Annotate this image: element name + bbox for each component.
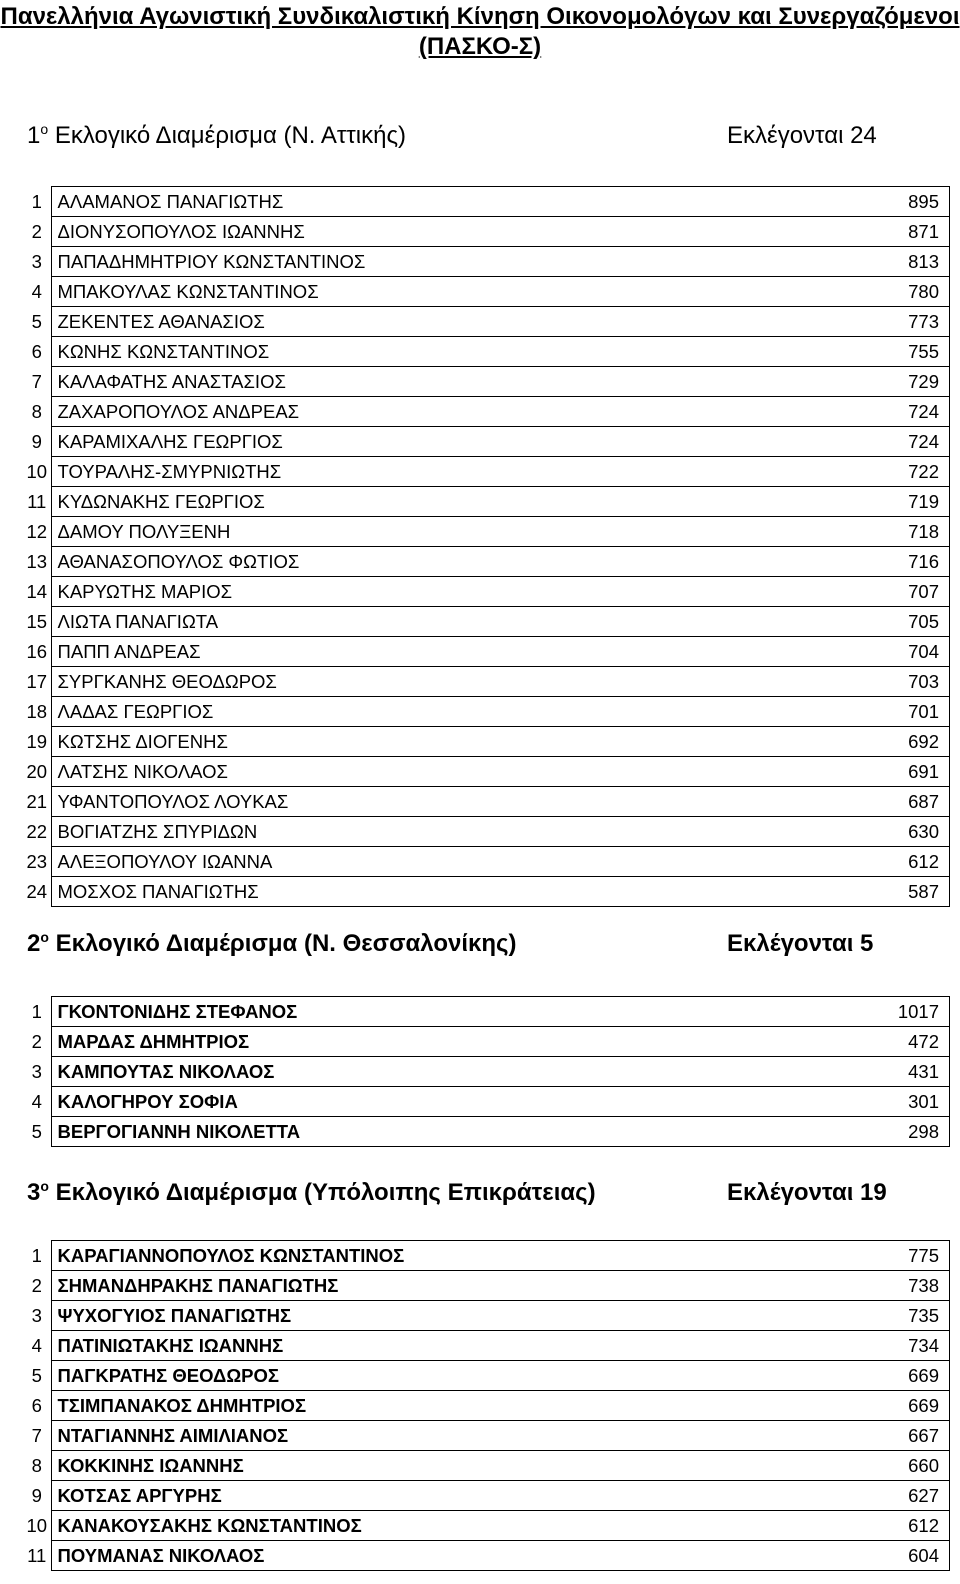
candidate-votes: 735 — [830, 1301, 950, 1331]
candidate-row — [23, 187, 950, 217]
candidate-votes: 755 — [830, 337, 950, 367]
section-elected: Εκλέγονται 24 — [727, 122, 877, 149]
candidate-votes: 604 — [830, 1541, 950, 1571]
candidate-name: ΚΑΡΑΜΙΧΑΛΗΣ ΓΕΩΡΓΙΟΣ — [51, 427, 830, 457]
candidate-votes: 734 — [830, 1331, 950, 1361]
candidate-rank: 1 — [31, 191, 42, 212]
candidate-row — [23, 1271, 950, 1301]
candidate-name: ΔΑΜΟΥ ΠΟΛΥΞΕΝΗ — [51, 517, 830, 547]
candidate-row — [23, 1481, 950, 1511]
candidate-row — [23, 1421, 950, 1451]
candidate-name: ΣΥΡΓΚΑΝΗΣ ΘΕΟΔΩΡΟΣ — [51, 667, 830, 697]
candidate-votes: 704 — [830, 637, 950, 667]
candidate-votes: 627 — [830, 1481, 950, 1511]
candidate-name: ΑΛΕΞΟΠΟΥΛΟΥ ΙΩΑΝΝΑ — [51, 847, 830, 877]
candidates-table-attica — [23, 186, 950, 907]
candidate-row — [23, 727, 950, 757]
candidate-name: ΑΘΑΝΑΣΟΠΟΥΛΟΣ ΦΩΤΙΟΣ — [51, 547, 830, 577]
candidate-votes: 705 — [830, 607, 950, 637]
candidates-table-thessaloniki — [23, 996, 950, 1147]
candidate-row — [23, 1541, 950, 1571]
candidate-rank: 14 — [26, 581, 48, 602]
candidate-rank: 2 — [31, 1031, 42, 1052]
candidate-name: ΚΑΡΥΩΤΗΣ ΜΑΡΙΟΣ — [51, 577, 830, 607]
candidate-rank: 17 — [26, 671, 48, 692]
candidate-rank: 4 — [31, 1335, 42, 1356]
candidate-row — [23, 1241, 950, 1271]
candidate-votes: 612 — [830, 847, 950, 877]
candidate-rank: 6 — [31, 1395, 42, 1416]
candidate-rank: 2 — [31, 221, 42, 242]
candidate-name: ΖΑΧΑΡΟΠΟΥΛΟΣ ΑΝΔΡΕΑΣ — [51, 397, 830, 427]
candidate-votes: 630 — [830, 817, 950, 847]
candidate-votes: 687 — [830, 787, 950, 817]
candidate-rank: 5 — [31, 1365, 42, 1386]
candidate-votes: 472 — [830, 1027, 950, 1057]
candidate-rank: 5 — [31, 1121, 42, 1142]
candidate-row — [23, 1087, 950, 1117]
candidate-rank: 9 — [31, 431, 42, 452]
candidate-rank: 8 — [31, 401, 42, 422]
candidate-name: ΣΗΜΑΝΔΗΡΑΚΗΣ ΠΑΝΑΓΙΩΤΗΣ — [51, 1271, 830, 1301]
candidate-votes: 701 — [830, 697, 950, 727]
candidate-row — [23, 637, 950, 667]
candidate-row — [23, 1361, 950, 1391]
candidate-name: ΚΟΤΣΑΣ ΑΡΓΥΡΗΣ — [51, 1481, 830, 1511]
candidate-votes: 298 — [830, 1117, 950, 1147]
candidate-name: ΜΑΡΔΑΣ ΔΗΜΗΤΡΙΟΣ — [51, 1027, 830, 1057]
candidate-votes: 813 — [830, 247, 950, 277]
candidate-votes: 724 — [830, 427, 950, 457]
candidate-row — [23, 547, 950, 577]
candidate-name: ΒΟΓΙΑΤΖΗΣ ΣΠΥΡΙΔΩΝ — [51, 817, 830, 847]
candidate-rank: 12 — [26, 521, 48, 542]
candidate-name: ΥΦΑΝΤΟΠΟΥΛΟΣ ΛΟΥΚΑΣ — [51, 787, 830, 817]
candidate-rank: 4 — [31, 281, 42, 302]
candidate-name: ΒΕΡΓΟΓΙΑΝΝΗ ΝΙΚΟΛΕΤΤΑ — [51, 1117, 830, 1147]
candidate-votes: 660 — [830, 1451, 950, 1481]
candidate-name: ΠΑΓΚΡΑΤΗΣ ΘΕΟΔΩΡΟΣ — [51, 1361, 830, 1391]
candidate-votes: 871 — [830, 217, 950, 247]
candidate-row — [23, 697, 950, 727]
candidate-rank: 4 — [31, 1091, 42, 1112]
ordinal-suffix: ο — [40, 121, 49, 137]
candidate-row — [23, 667, 950, 697]
candidate-name: ΚΑΝΑΚΟΥΣΑΚΗΣ ΚΩΝΣΤΑΝΤΙΝΟΣ — [51, 1511, 830, 1541]
candidate-rank: 20 — [26, 761, 48, 782]
candidate-rank: 3 — [31, 1061, 42, 1082]
candidate-rank: 3 — [31, 251, 42, 272]
candidate-row — [23, 1301, 950, 1331]
candidate-votes: 724 — [830, 397, 950, 427]
section-region: Εκλογικό Διαμέρισμα (Ν. Αττικής) — [54, 122, 407, 149]
candidate-row — [23, 397, 950, 427]
section-number: 2 — [27, 930, 41, 957]
candidate-row — [23, 457, 950, 487]
candidate-votes: 669 — [830, 1391, 950, 1421]
candidate-votes: 703 — [830, 667, 950, 697]
candidate-name: ΚΑΡΑΓΙΑΝΝΟΠΟΥΛΟΣ ΚΩΝΣΤΑΝΤΙΝΟΣ — [51, 1241, 830, 1271]
candidate-rank: 1 — [31, 1001, 42, 1022]
candidate-name: ΚΑΛΑΦΑΤΗΣ ΑΝΑΣΤΑΣΙΟΣ — [51, 367, 830, 397]
candidate-row — [23, 787, 950, 817]
candidate-rank: 22 — [26, 821, 48, 842]
candidate-votes: 773 — [830, 307, 950, 337]
candidate-votes: 587 — [830, 877, 950, 907]
candidate-votes: 719 — [830, 487, 950, 517]
section-elected: Εκλέγονται 5 — [727, 930, 874, 957]
section-number: 1 — [27, 122, 41, 149]
candidate-row — [23, 487, 950, 517]
candidate-row — [23, 247, 950, 277]
candidate-votes: 729 — [830, 367, 950, 397]
candidate-row — [23, 307, 950, 337]
candidate-name: ΠΑΠΠ ΑΝΔΡΕΑΣ — [51, 637, 830, 667]
candidate-rank: 6 — [31, 341, 42, 362]
candidate-votes: 738 — [830, 1271, 950, 1301]
candidate-votes: 691 — [830, 757, 950, 787]
candidate-name: ΚΑΛΟΓΗΡΟΥ ΣΟΦΙΑ — [51, 1087, 830, 1117]
candidate-name: ΚΩΝΗΣ ΚΩΝΣΤΑΝΤΙΝΟΣ — [51, 337, 830, 367]
candidate-name: ΠΑΠΑΔΗΜΗΤΡΙΟΥ ΚΩΝΣΤΑΝΤΙΝΟΣ — [51, 247, 830, 277]
candidate-rank: 19 — [26, 731, 48, 752]
candidate-votes: 722 — [830, 457, 950, 487]
candidate-row — [23, 577, 950, 607]
candidate-name: ΛΙΩΤΑ ΠΑΝΑΓΙΩΤΑ — [51, 607, 830, 637]
candidate-row — [23, 847, 950, 877]
candidate-row — [23, 877, 950, 907]
candidate-rank: 7 — [31, 1425, 42, 1446]
section-heading-3 — [27, 1177, 927, 1209]
candidate-rank: 10 — [26, 461, 48, 482]
candidate-name: ΨΥΧΟΓΥΙΟΣ ΠΑΝΑΓΙΩΤΗΣ — [51, 1301, 830, 1331]
candidate-votes: 775 — [830, 1241, 950, 1271]
candidate-row — [23, 1511, 950, 1541]
candidate-row — [23, 817, 950, 847]
section-elected: Εκλέγονται 19 — [727, 1179, 887, 1206]
candidate-row — [23, 607, 950, 637]
candidate-votes: 669 — [830, 1361, 950, 1391]
section-region: Εκλογικό Διαμέρισμα (Υπόλοιπης Επικράτειας) — [55, 1179, 596, 1206]
candidate-rank: 8 — [31, 1455, 42, 1476]
candidate-votes: 780 — [830, 277, 950, 307]
candidate-votes: 667 — [830, 1421, 950, 1451]
candidate-name: ΛΑΔΑΣ ΓΕΩΡΓΙΟΣ — [51, 697, 830, 727]
candidate-name: ΚΑΜΠΟΥΤΑΣ ΝΙΚΟΛΑΟΣ — [51, 1057, 830, 1087]
candidate-rank: 21 — [26, 791, 48, 812]
candidate-rank: 11 — [27, 491, 47, 512]
candidate-name: ΚΟΚΚΙΝΗΣ ΙΩΑΝΝΗΣ — [51, 1451, 830, 1481]
candidate-name: ΑΛΑΜΑΝΟΣ ΠΑΝΑΓΙΩΤΗΣ — [51, 187, 830, 217]
candidate-rank: 23 — [26, 851, 48, 872]
candidate-row — [23, 1391, 950, 1421]
candidate-rank: 15 — [26, 611, 48, 632]
candidate-rank: 5 — [31, 311, 42, 332]
candidate-votes: 1017 — [830, 997, 950, 1027]
candidate-rank: 2 — [31, 1275, 42, 1296]
candidate-rank: 24 — [26, 881, 48, 902]
section-heading-1 — [27, 120, 927, 152]
candidate-rank: 16 — [26, 641, 48, 662]
candidate-name: ΠΟΥΜΑΝΑΣ ΝΙΚΟΛΑΟΣ — [51, 1541, 830, 1571]
candidate-name: ΛΑΤΣΗΣ ΝΙΚΟΛΑΟΣ — [51, 757, 830, 787]
candidate-name: ΓΚΟΝΤΟΝΙΔΗΣ ΣΤΕΦΑΝΟΣ — [51, 997, 830, 1027]
candidate-row — [23, 217, 950, 247]
candidate-votes: 692 — [830, 727, 950, 757]
candidate-row — [23, 367, 950, 397]
candidate-rank: 7 — [31, 371, 42, 392]
section-region: Εκλογικό Διαμέρισμα (Ν. Θεσσαλονίκης) — [55, 930, 517, 957]
candidate-rank: 9 — [31, 1485, 42, 1506]
candidate-rank: 18 — [26, 701, 48, 722]
candidate-name: ΝΤΑΓΙΑΝΝΗΣ ΑΙΜΙΛΙΑΝΟΣ — [51, 1421, 830, 1451]
candidate-row — [23, 1331, 950, 1361]
candidate-votes: 716 — [830, 547, 950, 577]
candidate-rank: 13 — [26, 551, 48, 572]
candidate-votes: 707 — [830, 577, 950, 607]
candidate-votes: 718 — [830, 517, 950, 547]
candidate-name: ΤΟΥΡΑΛΗΣ-ΣΜΥΡΝΙΩΤΗΣ — [51, 457, 830, 487]
section-number: 3 — [27, 1179, 41, 1206]
candidate-name: ΚΩΤΣΗΣ ΔΙΟΓΕΝΗΣ — [51, 727, 830, 757]
candidate-name: ΜΟΣΧΟΣ ΠΑΝΑΓΙΩΤΗΣ — [51, 877, 830, 907]
section-heading-2 — [27, 928, 927, 960]
candidate-rank: 3 — [31, 1305, 42, 1326]
candidate-votes: 301 — [830, 1087, 950, 1117]
candidate-row — [23, 337, 950, 367]
candidate-row — [23, 757, 950, 787]
ordinal-suffix: ο — [40, 929, 49, 945]
candidate-rank: 1 — [31, 1245, 42, 1266]
candidate-row — [23, 997, 950, 1027]
candidate-name: ΜΠΑΚΟΥΛΑΣ ΚΩΝΣΤΑΝΤΙΝΟΣ — [51, 277, 830, 307]
candidate-row — [23, 1117, 950, 1147]
ordinal-suffix: ο — [40, 1178, 49, 1194]
candidate-rank: 11 — [27, 1545, 47, 1566]
document-title: Πανελλήνια Αγωνιστική Συνδικαλιστική Κίνηση Οικονομολόγων και Συνεργαζόμενοι (ΠΑΣΚΟ-Σ) — [0, 3, 960, 60]
candidate-name: ΔΙΟΝΥΣΟΠΟΥΛΟΣ ΙΩΑΝΝΗΣ — [51, 217, 830, 247]
candidate-votes: 431 — [830, 1057, 950, 1087]
candidate-rank: 10 — [26, 1515, 48, 1536]
candidate-name: ΖΕΚΕΝΤΕΣ ΑΘΑΝΑΣΙΟΣ — [51, 307, 830, 337]
candidate-row — [23, 1027, 950, 1057]
candidate-name: ΤΣΙΜΠΑΝΑΚΟΣ ΔΗΜΗΤΡΙΟΣ — [51, 1391, 830, 1421]
candidate-row — [23, 1057, 950, 1087]
candidate-name: ΚΥΔΩΝΑΚΗΣ ΓΕΩΡΓΙΟΣ — [51, 487, 830, 517]
candidate-row — [23, 1451, 950, 1481]
candidate-votes: 612 — [830, 1511, 950, 1541]
candidate-row — [23, 427, 950, 457]
candidate-votes: 895 — [830, 187, 950, 217]
candidate-row — [23, 517, 950, 547]
candidate-name: ΠΑΤΙΝΙΩΤΑΚΗΣ ΙΩΑΝΝΗΣ — [51, 1331, 830, 1361]
candidate-row — [23, 277, 950, 307]
candidates-table-rest-of-country — [23, 1240, 950, 1571]
